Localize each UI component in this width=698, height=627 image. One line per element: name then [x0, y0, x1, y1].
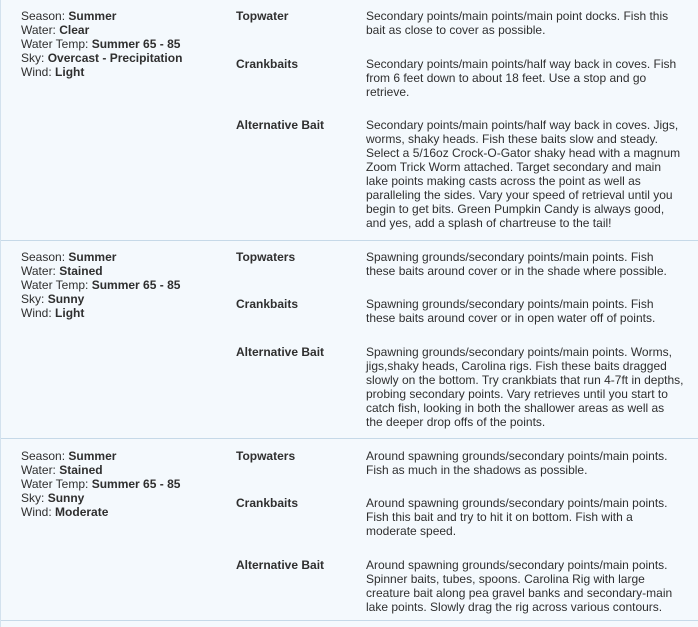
season-line	[21, 250, 221, 264]
bait-name: Crankbaits	[236, 57, 299, 71]
sky-label: Sky:	[21, 292, 45, 306]
season-value: Summer	[68, 449, 117, 463]
bait-description: Secondary points/main points/half way back in coves. Jigs, worms, shaky heads. Fish these baits slow and steady. Select a 5/16oz Crock-O-Gator shaky head with a magnum Zoom Trick Worm attached. Target secondary and main lake points making casts across the point as well as paralleling the sides. Vary your speed of retrieval until you begin to get bits. Green Pumpkin Candy is always good, and yes, add a splash of chartreuse to the tail!	[366, 118, 681, 230]
water-temp-line	[21, 477, 221, 491]
season-value: Summer	[68, 9, 117, 23]
wind-line	[21, 306, 221, 320]
bait-name: Topwater	[236, 9, 289, 23]
water-temp-label: Water Temp:	[21, 37, 89, 51]
wind-label: Wind:	[21, 306, 52, 320]
bait-name: Alternative Bait	[236, 345, 325, 359]
conditions-summary	[21, 449, 221, 519]
wind-value: Light	[55, 306, 85, 320]
water-label: Water:	[21, 264, 56, 278]
wind-value: Light	[55, 65, 85, 79]
water-line	[21, 463, 221, 477]
water-label: Water:	[21, 23, 56, 37]
wind-line	[21, 65, 221, 79]
season-line	[21, 449, 221, 463]
water-temp-line	[21, 278, 221, 292]
sky-line	[21, 491, 221, 505]
season-label: Season:	[21, 9, 66, 23]
conditions-summary	[21, 250, 221, 320]
bait-description: Around spawning grounds/secondary points/main points. Spinner baits, tubes, spoons. Carolina Rig with large creature bait along pea gravel banks and secondary-main lake points. Slowly drag the rig across various contours.	[366, 558, 673, 614]
water-value: Stained	[59, 463, 103, 477]
water-temp-label: Water Temp:	[21, 477, 89, 491]
season-label: Season:	[21, 250, 66, 264]
sky-value: Overcast - Precipitation	[47, 51, 183, 65]
wind-line	[21, 505, 221, 519]
bait-name: Alternative Bait	[236, 558, 325, 572]
bait-name: Crankbaits	[236, 297, 299, 311]
next-block-edge	[1, 621, 698, 627]
bait-name: Alternative Bait	[236, 118, 325, 132]
season-line	[21, 9, 221, 23]
wind-label: Wind:	[21, 65, 52, 79]
water-temp-value: Summer 65 - 85	[91, 278, 181, 292]
bait-description: Around spawning grounds/secondary points/main points. Fish as much in the shadows as possible.	[366, 449, 668, 477]
conditions-block	[1, 0, 698, 241]
bait-description: Spawning grounds/secondary points/main points. Fish these baits around cover or in open water off of points.	[366, 297, 656, 325]
water-line	[21, 23, 221, 37]
bait-description: Secondary points/main points/half way back in coves. Fish from 6 feet down to about 18 feet. Use a stop and go retrieve.	[366, 57, 677, 99]
bait-description: Spawning grounds/secondary points/main points. Worms, jigs,shaky heads, Carolina rigs. Fish these baits dragged slowly on the bottom. Try crankbiats that run 4-7ft in depths, probing secondary points. Vary retrieves until you start to catch fish, looking in both the shallower areas as well as the deeper drop offs of the points.	[366, 345, 684, 429]
sky-value: Sunny	[47, 491, 85, 505]
water-label: Water:	[21, 463, 56, 477]
wind-label: Wind:	[21, 505, 52, 519]
water-line	[21, 264, 221, 278]
sky-line	[21, 51, 221, 65]
water-temp-value: Summer 65 - 85	[91, 37, 181, 51]
water-value: Clear	[59, 23, 90, 37]
water-temp-line	[21, 37, 221, 51]
bait-name: Topwaters	[236, 250, 296, 264]
season-label: Season:	[21, 449, 66, 463]
wind-value: Moderate	[55, 505, 109, 519]
bait-name: Topwaters	[236, 449, 296, 463]
water-temp-value: Summer 65 - 85	[91, 477, 181, 491]
sky-value: Sunny	[47, 292, 85, 306]
bait-name: Crankbaits	[236, 496, 299, 510]
bait-description: Secondary points/main points/main point docks. Fish this bait as close to cover as possible.	[366, 9, 669, 37]
conditions-block	[1, 241, 698, 439]
bait-description: Spawning grounds/secondary points/main points. Fish these baits around cover or in the shade where possible.	[366, 250, 667, 278]
bait-description: Around spawning grounds/secondary points/main points. Fish this bait and try to hit it on bottom. Fish with a moderate speed.	[366, 496, 668, 538]
conditions-block	[1, 439, 698, 621]
sky-line	[21, 292, 221, 306]
season-value: Summer	[68, 250, 117, 264]
water-value: Stained	[59, 264, 103, 278]
water-temp-label: Water Temp:	[21, 278, 89, 292]
conditions-summary	[21, 9, 221, 79]
sky-label: Sky:	[21, 491, 45, 505]
sky-label: Sky:	[21, 51, 45, 65]
